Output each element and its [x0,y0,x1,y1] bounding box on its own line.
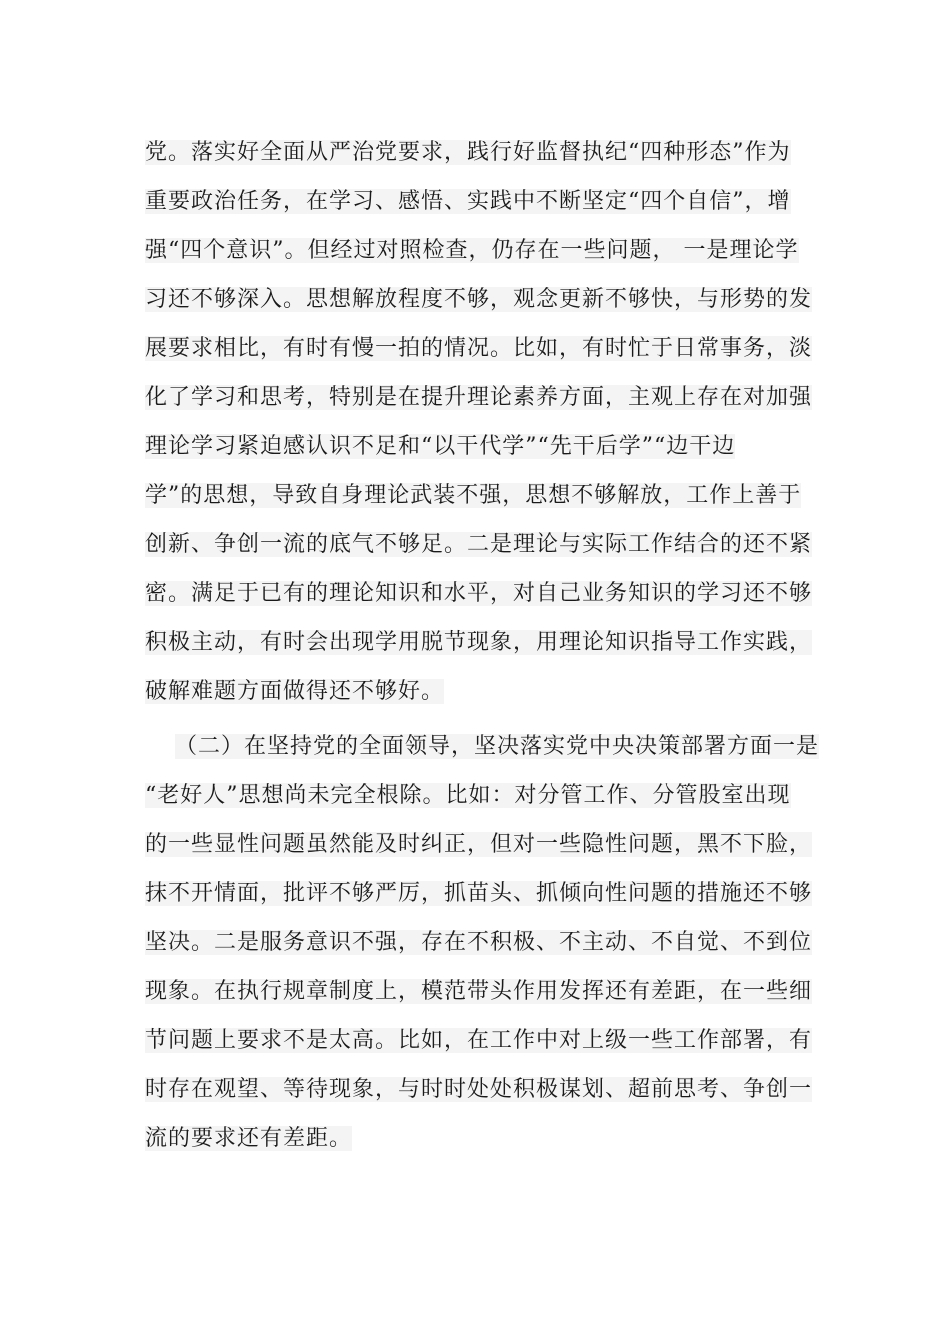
paragraph-2-line: “老好人”思想尚未完全根除。比如：对分管工作、分管股室出现 [145,783,791,808]
paragraph-2-line: 节问题上要求不是太高。比如，在工作中对上级一些工作部署，有 [145,1028,813,1053]
paragraph-1-line: 学”的思想，导致自身理论武装不强，思想不够解放，工作上善于 [145,483,802,508]
paragraph-2-heading-line: （二）在坚持党的全面领导，坚决落实党中央决策部署方面一是 [175,734,820,759]
paragraph-1-line: 积极主动，有时会出现学用脱节现象，用理论知识指导工作实践， [145,630,813,655]
paragraph-1-line: 理论学习紧迫感认识不足和“以干代学”“先干后学”“边干边 [145,434,736,459]
paragraph-2 [145,722,820,1163]
paragraph-1-line: 党。落实好全面从严治党要求，践行好监督执纪“四种形态”作为 [145,140,791,165]
paragraph-1-line: 习还不够深入。思想解放程度不够，观念更新不够快，与形势的发 [145,287,813,312]
paragraph-1-line: 密。满足于已有的理论知识和水平，对自己业务知识的学习还不够 [145,581,813,606]
paragraph-2-line: 的一些显性问题虽然能及时纠正，但对一些隐性问题，黑不下脸， [145,832,813,857]
paragraph-1-line: 创新、争创一流的底气不够足。二是理论与实际工作结合的还不紧 [145,532,813,557]
paragraph-2-line: 坚决。二是服务意识不强，存在不积极、不主动、不自觉、不到位 [145,930,813,955]
paragraph-1-line: 化了学习和思考，特别是在提升理论素养方面，主观上存在对加强 [145,385,813,410]
paragraph-2-line: 抹不开情面，批评不够严厉，抓苗头、抓倾向性问题的措施还不够 [145,881,813,906]
paragraph-1 [145,128,813,716]
paragraph-1-line: 强“四个意识”。但经过对照检查，仍存在一些问题， 一是理论学 [145,238,799,263]
paragraph-2-line: 现象。在执行规章制度上，模范带头作用发挥还有差距，在一些细 [145,979,813,1004]
paragraph-1-line: 破解难题方面做得还不够好。 [145,679,445,704]
paragraph-2-line: 流的要求还有差距。 [145,1126,353,1151]
paragraph-1-line: 重要政治任务，在学习、感悟、实践中不断坚定“四个自信”，增 [145,189,791,214]
paragraph-1-line: 展要求相比，有时有慢一拍的情况。比如，有时忙于日常事务，淡 [145,336,813,361]
paragraph-2-line: 时存在观望、等待现象，与时时处处积极谋划、超前思考、争创一 [145,1077,813,1102]
